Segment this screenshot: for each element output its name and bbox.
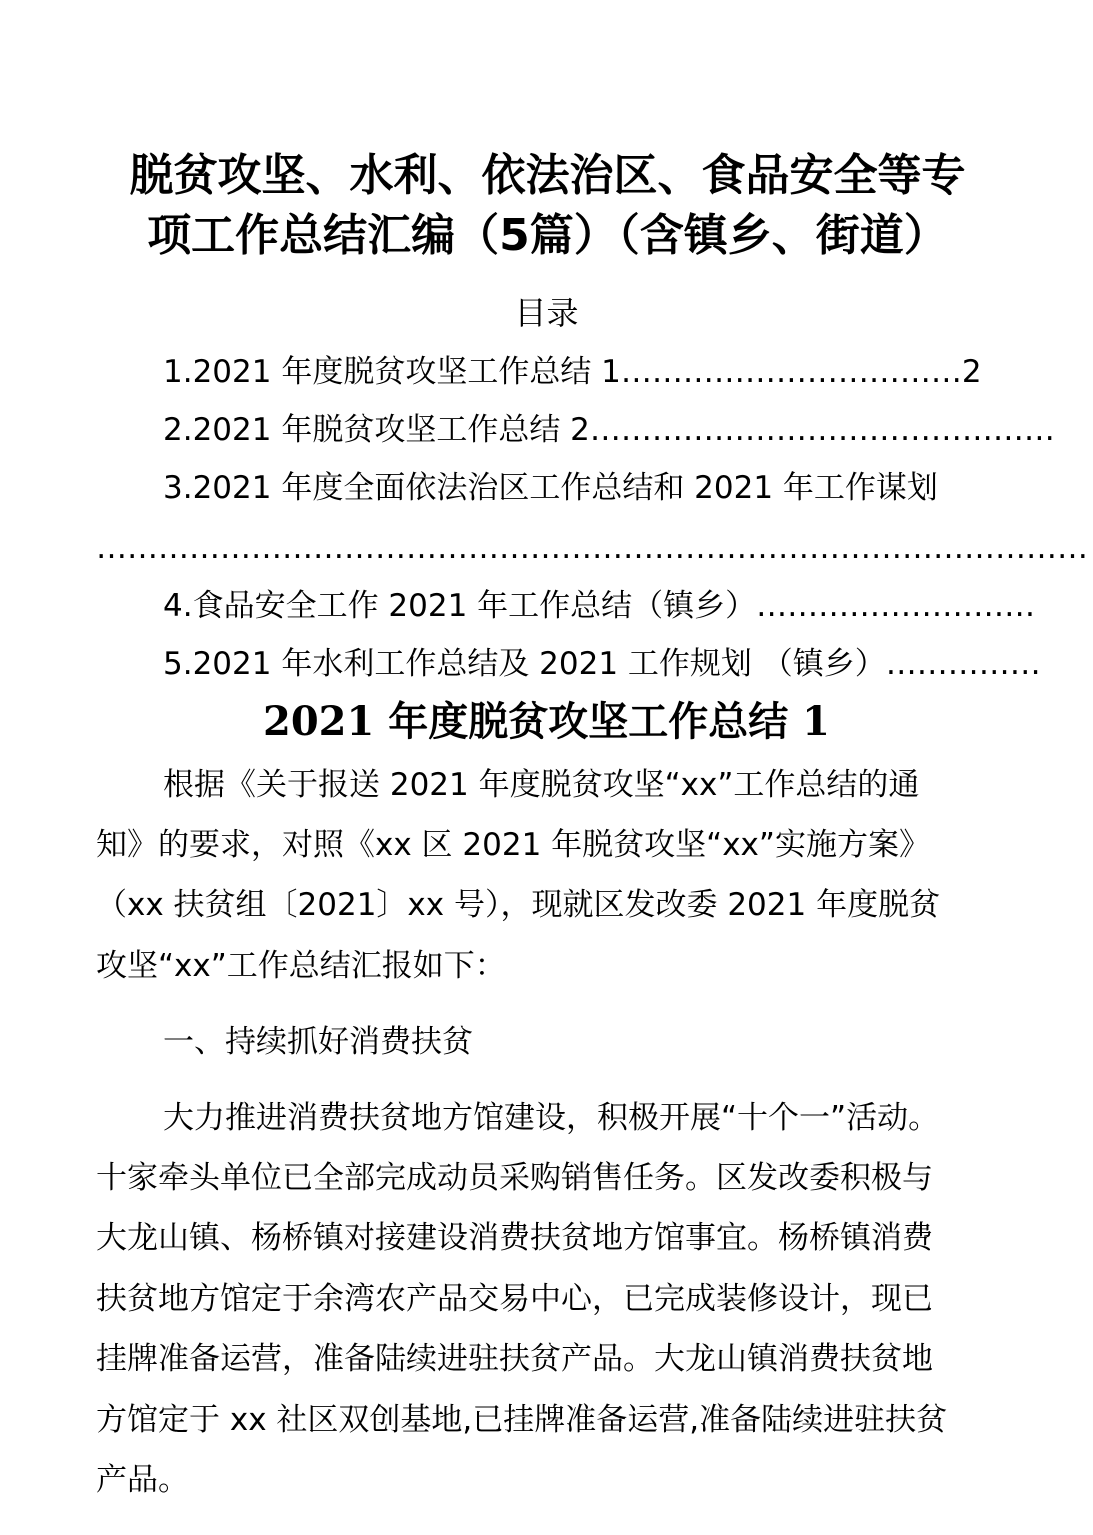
toc-entry-3[interactable]: 3.2021 年度全面依法治区工作总结和 2021 年工作谋划: [163, 470, 938, 506]
body-line: 十家牵头单位已全部完成动员采购销售任务。区发改委积极与: [96, 1160, 933, 1196]
body-line: 大力推进消费扶贫地方馆建设，积极开展“十个一”活动。: [163, 1100, 940, 1136]
body-line: 知》的要求，对照《xx 区 2021 年脱贫攻坚“xx”实施方案》: [96, 827, 930, 863]
toc-entry-1[interactable]: 1.2021 年度脱贫攻坚工作总结 1……………………………2: [163, 354, 982, 390]
body-line: 攻坚“xx”工作总结汇报如下：: [96, 948, 506, 984]
body-line: 扶贫地方馆定于余湾农产品交易中心，已完成装修设计，现已: [96, 1281, 933, 1317]
section-title: 2021 年度脱贫攻坚工作总结 1: [262, 698, 830, 745]
toc-heading: 目录: [514, 294, 579, 332]
body-line: 根据《关于报送 2021 年度脱贫攻坚“xx”工作总结的通: [163, 767, 920, 803]
document-title-line-2: 项工作总结汇编（5篇）（含镇乡、街道）: [147, 210, 948, 261]
body-line: 产品。: [96, 1462, 189, 1498]
body-line: 方馆定于 xx 社区双创基地,已挂牌准备运营,准备陆续进驻扶贫: [96, 1402, 948, 1438]
subheading: 一、持续抓好消费扶贫: [163, 1024, 473, 1060]
document-title-line-1: 脱贫攻坚、水利、依法治区、食品安全等专: [129, 150, 966, 201]
toc-entry-3-leader-dots: ……………………………………………………………………………………: [96, 530, 1088, 566]
body-line: （xx 扶贫组〔2021〕xx 号），现就区发改委 2021 年度脱贫: [96, 887, 941, 923]
toc-entry-2[interactable]: 2.2021 年脱贫攻坚工作总结 2………………………………………: [163, 412, 1055, 448]
body-line: 挂牌准备运营，准备陆续进驻扶贫产品。大龙山镇消费扶贫地: [96, 1341, 933, 1377]
toc-entry-5[interactable]: 5.2021 年水利工作总结及 2021 工作规划 （镇乡）……………: [163, 646, 1041, 682]
toc-entry-4[interactable]: 4.食品安全工作 2021 年工作总结（镇乡）………………………: [163, 588, 1036, 624]
body-line: 大龙山镇、杨桥镇对接建设消费扶贫地方馆事宜。杨桥镇消费: [96, 1220, 933, 1256]
